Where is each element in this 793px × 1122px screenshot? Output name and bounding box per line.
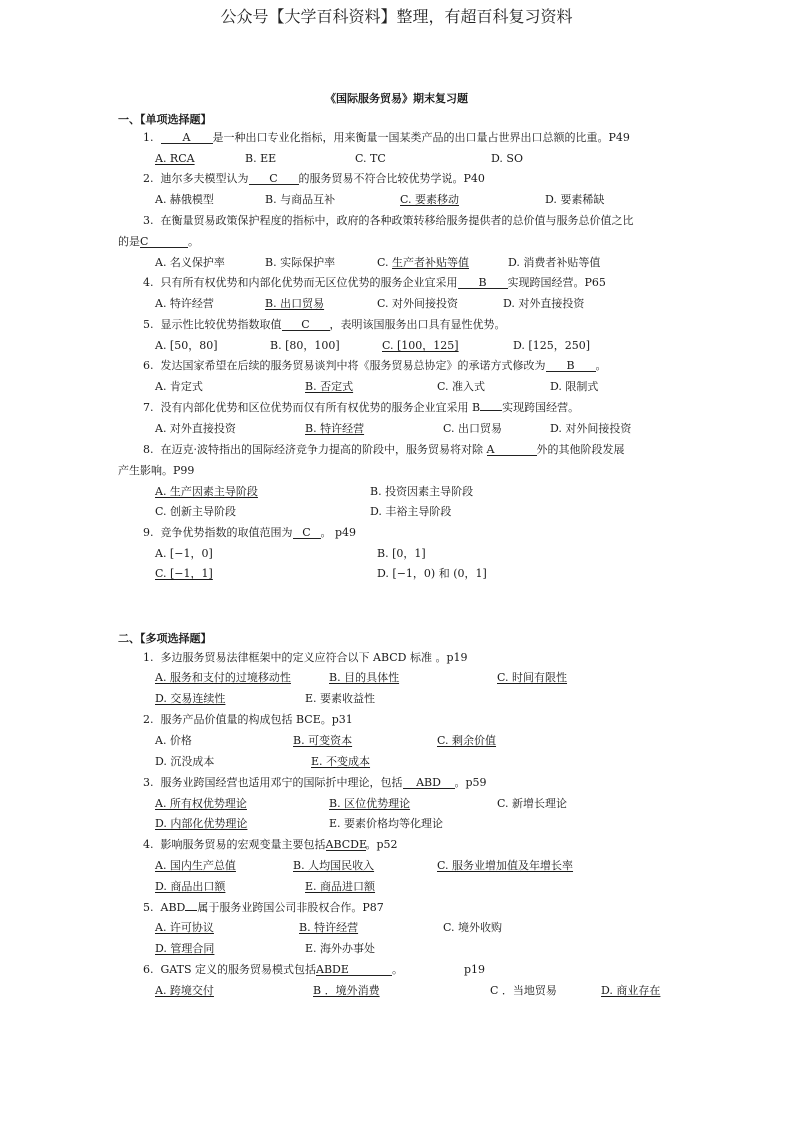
option-b: B. 投资因素主导阶段 xyxy=(370,485,474,498)
mc-question-1-stem: 1. 多边服务贸易法律框架中的定义应符合以下 ABCD 标准 。p19 xyxy=(143,651,468,664)
option-a: A. 肯定式 xyxy=(155,380,203,393)
question-7-stem: 7. 没有内部化优势和区位优势而仅有所有权优势的服务企业宜采用 B 实现跨国经营。 xyxy=(143,401,580,414)
question-5-stem: 5. 显示性比较优势指数取值 C ，表明该国服务出口具有显性优势。 xyxy=(143,318,506,331)
answer-blank: A xyxy=(161,132,213,144)
option-c: C. 准入式 xyxy=(437,380,486,393)
answer-blank: C xyxy=(282,319,330,331)
option-b: B. [80，100] xyxy=(270,339,340,352)
option-c: C ．当地贸易 xyxy=(490,984,557,997)
answer-blank xyxy=(480,410,502,411)
option-e: E. 要素收益性 xyxy=(305,692,376,705)
option-d: D. [125，250] xyxy=(513,339,590,352)
option-a: A. 名义保护率 xyxy=(155,256,225,269)
question-2-stem: 2. 迪尔多夫模型认为 C 的服务贸易不符合比较优势学说。P40 xyxy=(143,172,485,185)
option-a: A. 所有权优势理论 xyxy=(155,797,247,810)
option-d: D. 管理合同 xyxy=(155,942,215,955)
answer-blank: C xyxy=(140,236,188,248)
option-c: C. 创新主导阶段 xyxy=(155,505,237,518)
question-8-stem: 8. 在迈克·波特指出的国际经济竞争力提高的阶段中，服务贸易将对除 A 外的其他阶段发展 xyxy=(143,443,625,456)
option-e: E. 商品进口额 xyxy=(305,880,376,893)
option-c: C. 新增长理论 xyxy=(497,797,568,810)
question-4-stem: 4. 只有所有权优势和内部化优势而无区位优势的服务企业宜采用 B 实现跨国经营。P65 xyxy=(143,276,606,289)
option-c: C. 生产者补贴等值 xyxy=(377,256,470,269)
section-heading-multiple-choice: 二、【多项选择题】 xyxy=(118,632,212,645)
page-header-watermark: 公众号【大学百科资料】整理，有超百科复习资料 xyxy=(220,7,573,26)
option-b: B. 与商品互补 xyxy=(265,193,336,206)
option-d: D. 消费者补贴等值 xyxy=(508,256,601,269)
option-a: A. 生产因素主导阶段 xyxy=(155,485,258,498)
question-8-stem-cont: 产生影响。P99 xyxy=(118,464,195,477)
option-a: A. 价格 xyxy=(155,734,192,747)
section-heading-single-choice: 一、【单项选择题】 xyxy=(118,113,212,126)
answer-blank: A xyxy=(487,444,537,456)
option-c: C. [−1，1] xyxy=(155,567,213,580)
mc-question-5-stem: 5. ABD 属于服务业跨国公司非股权合作。P87 xyxy=(143,901,384,914)
option-d: D. 商品出口额 xyxy=(155,880,226,893)
option-c: C. 境外收购 xyxy=(443,921,503,934)
option-b: B. 可变资本 xyxy=(293,734,353,747)
option-c: C. 时间有限性 xyxy=(497,671,568,684)
option-d: D. 沉没成本 xyxy=(155,755,215,768)
option-d: D. 交易连续性 xyxy=(155,692,226,705)
option-a: A. 国内生产总值 xyxy=(155,859,236,872)
option-d: D. 对外间接投资 xyxy=(550,422,632,435)
option-a: A. 对外直接投资 xyxy=(155,422,236,435)
question-1-stem: 1. A 是一种出口专业化指标，用来衡量一国某类产品的出口量占世界出口总额的比重。P49 xyxy=(143,131,630,144)
option-d: D. 商业存在 xyxy=(601,984,661,997)
document-title: 《国际服务贸易》期末复习题 xyxy=(325,92,468,105)
option-a: A. [50，80] xyxy=(155,339,218,352)
option-d: D. 对外直接投资 xyxy=(503,297,585,310)
option-e: E. 要素价格均等化理论 xyxy=(329,817,444,830)
mc-question-3-stem: 3. 服务业跨国经营也适用邓宁的国际折中理论，包括 ABD 。p59 xyxy=(143,776,487,789)
option-a: A. 许可协议 xyxy=(155,921,214,934)
mc-question-2-stem: 2. 服务产品价值量的构成包括 BCE。p31 xyxy=(143,713,353,726)
option-e: E. 海外办事处 xyxy=(305,942,376,955)
option-a: A. 特许经营 xyxy=(155,297,214,310)
answer-blank: ABD xyxy=(403,777,455,789)
option-b: B. 区位优势理论 xyxy=(329,797,411,810)
option-a: A. RCA xyxy=(155,152,195,165)
option-d: D. [−1，0) 和 (0，1] xyxy=(377,567,487,580)
option-b: B. 出口贸易 xyxy=(265,297,325,310)
option-c: C. 剩余价值 xyxy=(437,734,497,747)
option-b: B. 实际保护率 xyxy=(265,256,336,269)
option-d: D. SO xyxy=(491,152,523,165)
mc-question-4-stem: 4. 影响服务贸易的宏观变量主要包括ABCDE。p52 xyxy=(143,838,398,851)
option-b: B. 目的具体性 xyxy=(329,671,400,684)
option-a: A. 跨境交付 xyxy=(155,984,214,997)
option-a: A. 赫俄模型 xyxy=(155,193,214,206)
answer-blank xyxy=(185,910,197,911)
question-3-stem-cont: 的是C 。 xyxy=(118,235,199,248)
mc-question-6-page-ref: p19 xyxy=(464,963,486,976)
option-b: B. 特许经营 xyxy=(305,422,365,435)
option-b: B. 特许经营 xyxy=(299,921,359,934)
question-6-stem: 6. 发达国家希望在后续的服务贸易谈判中将《服务贸易总协定》的承诺方式修改为 B 。 xyxy=(143,359,607,372)
option-b: B ．境外消费 xyxy=(313,984,380,997)
answer-blank: ABCDE xyxy=(325,838,367,851)
option-c: C. TC xyxy=(355,152,386,165)
answer-blank: B xyxy=(458,277,508,289)
option-d: D. 内部化优势理论 xyxy=(155,817,248,830)
option-c: C. 要素移动 xyxy=(400,193,460,206)
option-c: C. [100，125] xyxy=(382,339,459,352)
option-d: D. 要素稀缺 xyxy=(545,193,605,206)
option-e: E. 不变成本 xyxy=(311,755,371,768)
mc-question-6-stem: 6. GATS 定义的服务贸易模式包括ABDE 。 xyxy=(143,963,403,976)
answer-blank: C xyxy=(249,173,299,185)
option-c: C. 对外间接投资 xyxy=(377,297,459,310)
option-b: B. 否定式 xyxy=(305,380,354,393)
option-c: C. 出口贸易 xyxy=(443,422,503,435)
option-c: C. 服务业增加值及年增长率 xyxy=(437,859,574,872)
answer-blank: C xyxy=(293,527,321,539)
option-a: A. 服务和支付的过境移动性 xyxy=(155,671,291,684)
option-d: D. 丰裕主导阶段 xyxy=(370,505,452,518)
option-d: D. 限制式 xyxy=(550,380,599,393)
option-b: B. 人均国民收入 xyxy=(293,859,375,872)
option-b: B. EE xyxy=(245,152,277,165)
option-b: B. [0，1] xyxy=(377,547,426,560)
question-3-stem: 3. 在衡量贸易政策保护程度的指标中，政府的各种政策转移给服务提供者的总价值与服务总价值之比 xyxy=(143,214,634,227)
question-9-stem: 9. 竞争优势指数的取值范围为 C 。 p49 xyxy=(143,526,357,539)
answer-blank: B xyxy=(546,360,596,372)
option-a: A. [−1，0] xyxy=(155,547,213,560)
answer-blank: ABDE xyxy=(316,964,392,976)
